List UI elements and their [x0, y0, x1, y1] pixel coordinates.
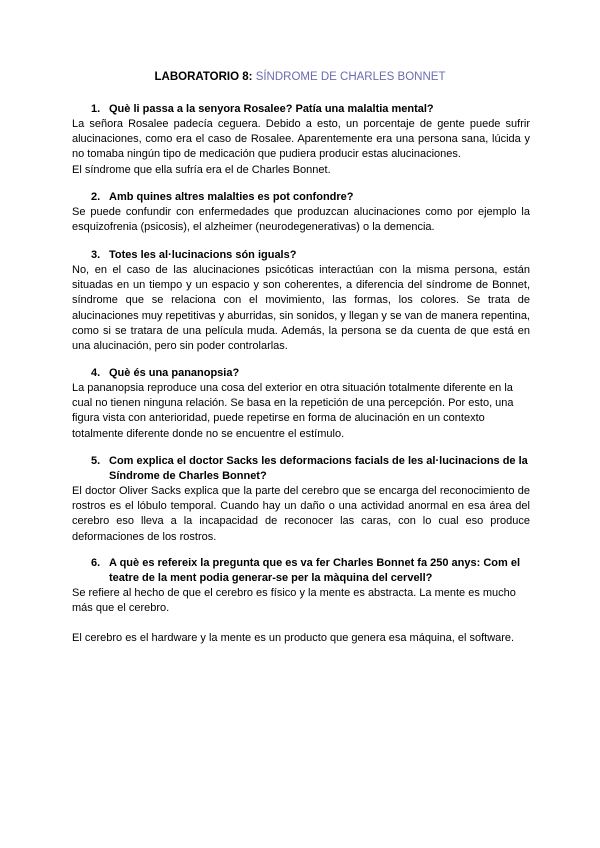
answer-paragraph: El síndrome que ella sufría era el de Charles Bonnet. — [72, 163, 331, 176]
question-text: Com explica el doctor Sacks les deformacions facials de les al·lucinacions de la Síndrome de Charles Bonnet? — [109, 455, 528, 482]
question-number: 1. — [91, 103, 101, 115]
question-text: Totes les al·lucinacions són iguals? — [109, 249, 297, 261]
question-text: A què es refereix la pregunta que es va fer Charles Bonnet fa 250 anys: Com el teatre de la ment podia generar-se per la màquina del cervell? — [109, 557, 521, 584]
question-heading — [72, 556, 530, 586]
question-number: 5. — [91, 455, 101, 467]
answer-paragraph: La pananopsia reproduce una cosa del exterior en otra situación totalmente diferente en la cual no tienen ninguna relación. Se basa en la repetición de una percepción. Por esto, una figura vista con anterioridad, puede repetirse en forma de alucinación en un contexto totalmente diferente donde no se encuentre el estímulo. — [72, 382, 514, 440]
page-title — [0, 71, 600, 83]
question-section-4 — [72, 366, 530, 442]
question-heading — [72, 102, 530, 117]
question-text: Amb quines altres malalties es pot confondre? — [109, 191, 354, 203]
question-section-5 — [72, 454, 530, 545]
question-section-1 — [72, 102, 530, 178]
answer-paragraph: El doctor Oliver Sacks explica que la parte del cerebro que se encarga del reconocimiento de rostros es el lóbulo temporal. Cuando hay un daño o una actividad anormal en esa área del cerebro eso lleva a la incapacidad de reconocer las caras, con lo cual eso produce deformaciones de los rostros. — [72, 485, 530, 543]
answer-paragraph: Se puede confundir con enfermedades que produzcan alucinaciones como por ejemplo la esquizofrenia (psicosis), el alzheimer (neurodegenerativas) o la demencia. — [72, 206, 530, 234]
question-number: 6. — [91, 557, 101, 569]
question-heading — [72, 248, 530, 263]
question-number: 4. — [91, 367, 101, 379]
question-section-6 — [72, 556, 530, 647]
title-subtitle: SÍNDROME DE CHARLES BONNET — [255, 71, 446, 83]
answer-paragraph: El cerebro es el hardware y la mente es un producto que genera esa máquina, el software. — [72, 632, 515, 645]
question-number: 2. — [91, 191, 101, 203]
answer-paragraph: Se refiere al hecho de que el cerebro es físico y la mente es abstracta. La mente es mucho más que el cerebro. — [72, 587, 516, 615]
question-heading — [72, 454, 530, 484]
question-number: 3. — [91, 249, 101, 261]
question-heading — [72, 190, 530, 205]
question-text: Què li passa a la senyora Rosalee? Patía una malaltia mental? — [109, 103, 434, 115]
question-heading — [72, 366, 530, 381]
question-text: Què és una pananopsia? — [109, 367, 240, 379]
title-label: LABORATORIO 8: — [154, 71, 253, 83]
question-section-3 — [72, 248, 530, 354]
answer-paragraph: La señora Rosalee padecía ceguera. Debido a esto, un porcentaje de gente puede sufrir alucinaciones, como era el caso de Rosalee. Aparentemente era una persona sana, lúcida y no tomaba ningún tipo de medicación que pudiera producir estas alucinaciones. — [72, 118, 530, 161]
answer-paragraph: No, en el caso de las alucinaciones psicóticas interactúan con la misma persona, están situadas en un tiempo y un espacio y son coherentes, a diferencia del síndrome de Bonnet, síndrome que se relaciona con el movimiento, las formas, los colores. Se trata de alucinaciones muy repetitivas y aburridas, sin sonidos, y llegan y se van de manera repentina, como si se tratara de una película muda. Además, la persona se da cuenta de que está en una alucinación, pero sin poder controlarlas. — [72, 264, 530, 353]
question-section-2 — [72, 190, 530, 235]
